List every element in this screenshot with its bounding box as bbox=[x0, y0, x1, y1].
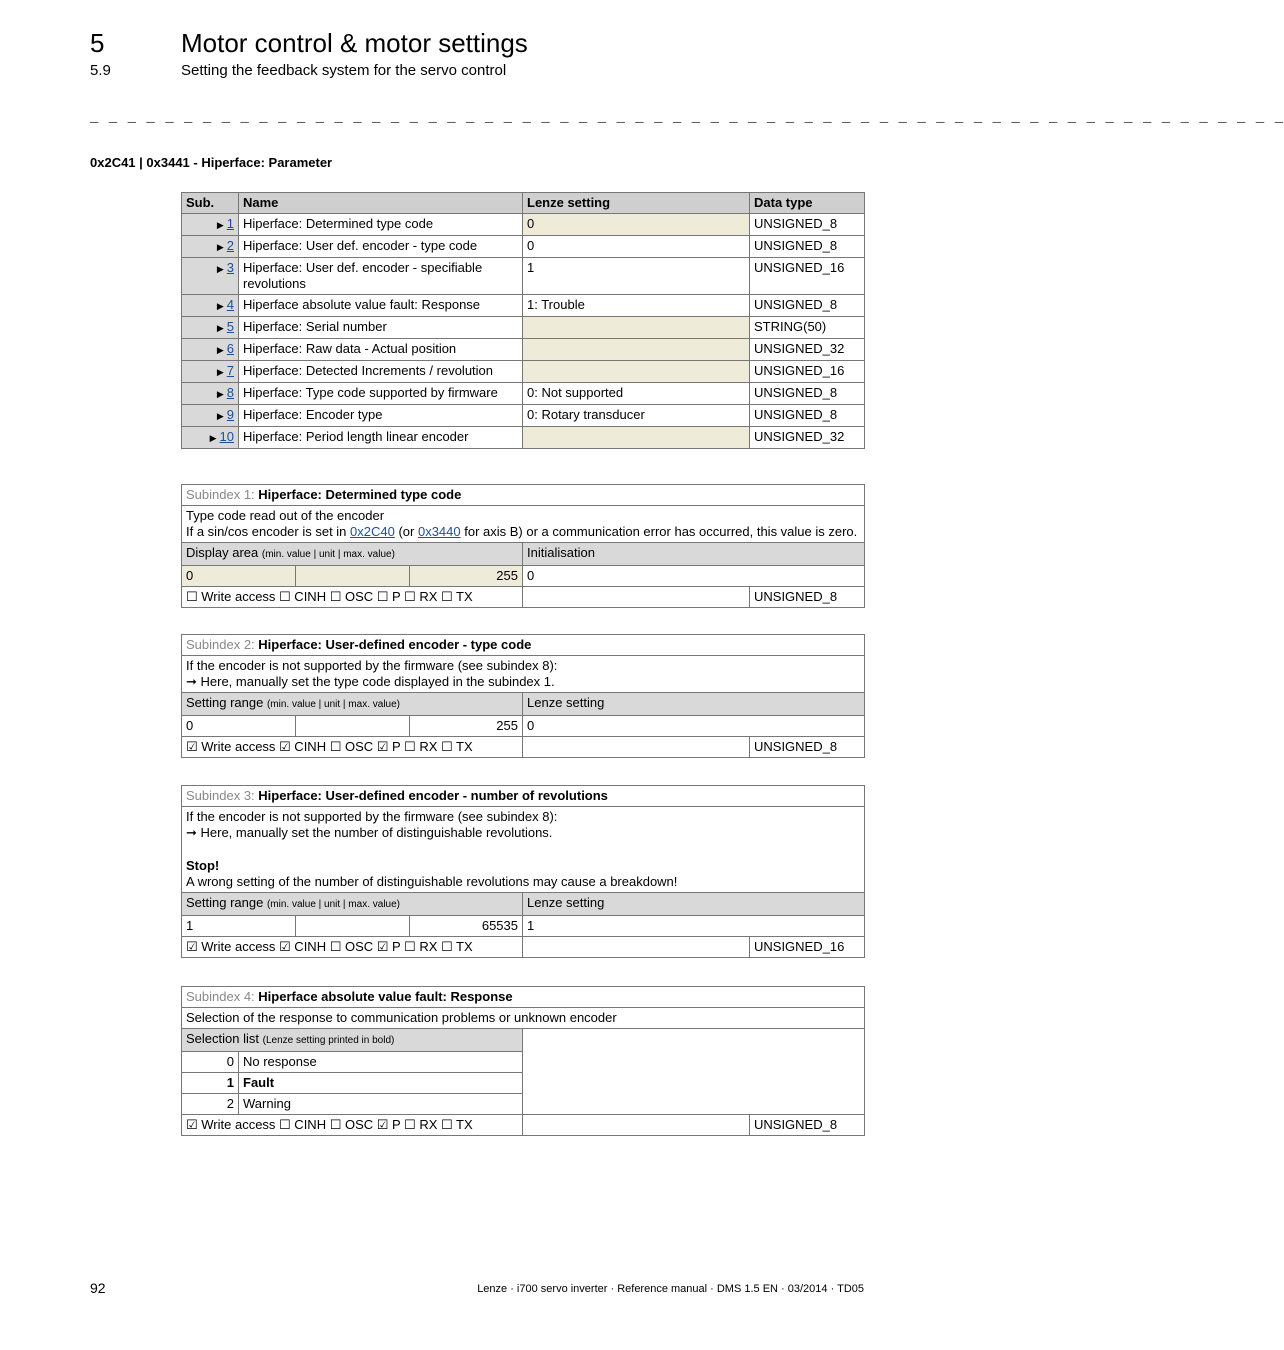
sub-link[interactable]: 5 bbox=[226, 319, 234, 334]
access-flags: ☑ Write access ☑ CINH ☐ OSC ☑ P ☐ RX ☐ TX bbox=[182, 937, 523, 958]
name-cell: Hiperface: Determined type code bbox=[239, 214, 523, 236]
access-flags: ☐ Write access ☐ CINH ☐ OSC ☐ P ☐ RX ☐ TX bbox=[182, 587, 523, 608]
chapter-title: Motor control & motor settings bbox=[181, 28, 528, 58]
type-cell: UNSIGNED_8 bbox=[750, 405, 865, 427]
type-cell: UNSIGNED_16 bbox=[750, 361, 865, 383]
lenze-cell: 0 bbox=[523, 236, 750, 258]
subindex-1-table bbox=[181, 484, 865, 608]
subindex-3-description: If the encoder is not supported by the firmware (see subindex 8): ➞ Here, manually set the number of distinguishable revolutions. Stop! A wrong setting of the number of distinguishable revolutions may cause a breakdown! bbox=[182, 807, 865, 893]
unit-value bbox=[296, 566, 410, 587]
lenze-cell: 0: Rotary transducer bbox=[523, 405, 750, 427]
type-cell: UNSIGNED_32 bbox=[750, 427, 865, 449]
col-sub: Sub. bbox=[182, 193, 239, 214]
subindex-4-description: Selection of the response to communication problems or unknown encoder bbox=[182, 1008, 865, 1029]
min-value: 0 bbox=[182, 566, 296, 587]
sub-cell bbox=[182, 361, 239, 383]
name-cell: Hiperface: User def. encoder - type code bbox=[239, 236, 523, 258]
chapter-number: 5 bbox=[90, 28, 105, 58]
max-value: 255 bbox=[410, 716, 523, 737]
type-cell: UNSIGNED_8 bbox=[750, 383, 865, 405]
col-name: Name bbox=[239, 193, 523, 214]
table-row bbox=[182, 214, 865, 236]
subindex-2-heading: Subindex 2: Hiperface: User-defined encoder - type code bbox=[182, 635, 865, 656]
sub-link[interactable]: 1 bbox=[226, 216, 234, 231]
name-cell: Hiperface: Period length linear encoder bbox=[239, 427, 523, 449]
lenze-value: 0 bbox=[523, 716, 865, 737]
link-0x3440[interactable]: 0x3440 bbox=[417, 524, 461, 539]
lenze-cell bbox=[523, 339, 750, 361]
triangle-right-icon: ▶ bbox=[216, 411, 224, 421]
triangle-right-icon: ▶ bbox=[216, 367, 224, 377]
subindex-2-description: If the encoder is not supported by the firmware (see subindex 8): ➞ Here, manually set the type code displayed in the subindex 1. bbox=[182, 656, 865, 693]
subindex-1-heading: Subindex 1: Hiperface: Determined type code bbox=[182, 485, 865, 506]
section-number: 5.9 bbox=[90, 62, 111, 79]
empty-cell bbox=[523, 1115, 750, 1136]
setting-range-label: Setting range (min. value | unit | max. value) bbox=[182, 893, 523, 916]
max-value: 255 bbox=[410, 566, 523, 587]
name-cell: Hiperface: Encoder type bbox=[239, 405, 523, 427]
subindex-3-heading: Subindex 3: Hiperface: User-defined encoder - number of revolutions bbox=[182, 786, 865, 807]
subindex-4-heading: Subindex 4: Hiperface absolute value fault: Response bbox=[182, 987, 865, 1008]
list-item: 1 Fault bbox=[182, 1073, 865, 1094]
lenze-cell: 1 bbox=[523, 258, 750, 295]
lenze-setting-label: Lenze setting bbox=[523, 893, 865, 916]
triangle-right-icon: ▶ bbox=[216, 242, 224, 252]
lenze-cell bbox=[523, 317, 750, 339]
lenze-cell bbox=[523, 361, 750, 383]
empty-cell bbox=[523, 737, 750, 758]
triangle-right-icon: ▶ bbox=[216, 389, 224, 399]
name-cell: Hiperface absolute value fault: Response bbox=[239, 295, 523, 317]
sub-cell bbox=[182, 214, 239, 236]
sub-cell bbox=[182, 339, 239, 361]
lenze-value: 1 bbox=[523, 916, 865, 937]
selection-list-label: Selection list (Lenze setting printed in bold) bbox=[182, 1029, 523, 1052]
name-cell: Hiperface: Detected Increments / revolution bbox=[239, 361, 523, 383]
min-value: 1 bbox=[182, 916, 296, 937]
lenze-setting-label: Lenze setting bbox=[523, 693, 865, 716]
sub-cell bbox=[182, 405, 239, 427]
sub-cell bbox=[182, 383, 239, 405]
type-cell: UNSIGNED_16 bbox=[750, 258, 865, 295]
list-item: 0 No response bbox=[182, 1052, 865, 1073]
sub-cell bbox=[182, 236, 239, 258]
lenze-cell: 0: Not supported bbox=[523, 383, 750, 405]
col-type: Data type bbox=[750, 193, 865, 214]
access-flags: ☑ Write access ☐ CINH ☐ OSC ☑ P ☐ RX ☐ TX bbox=[182, 1115, 523, 1136]
table-row bbox=[182, 339, 865, 361]
table-row bbox=[182, 361, 865, 383]
empty-cell bbox=[523, 937, 750, 958]
data-type: UNSIGNED_8 bbox=[750, 1115, 865, 1136]
table-row bbox=[182, 427, 865, 449]
sub-cell bbox=[182, 295, 239, 317]
init-value: 0 bbox=[523, 566, 865, 587]
setting-range-label: Setting range (min. value | unit | max. value) bbox=[182, 693, 523, 716]
table-row bbox=[182, 236, 865, 258]
data-type: UNSIGNED_16 bbox=[750, 937, 865, 958]
sub-link[interactable]: 10 bbox=[219, 429, 234, 444]
name-cell: Hiperface: Serial number bbox=[239, 317, 523, 339]
triangle-right-icon: ▶ bbox=[209, 433, 217, 443]
triangle-right-icon: ▶ bbox=[216, 301, 224, 311]
table-header-row bbox=[182, 193, 865, 214]
min-value: 0 bbox=[182, 716, 296, 737]
sub-cell bbox=[182, 427, 239, 449]
parameter-heading: 0x2C41 | 0x3441 - Hiperface: Parameter bbox=[90, 155, 333, 170]
header-rule: _ _ _ _ _ _ _ _ _ _ _ _ _ _ _ _ _ _ _ _ _ _ _ _ _ _ _ _ _ _ _ _ _ _ _ _ _ _ _ _ _ _ _ _ _ _ _ _ _ _ _ _ _ _ _ _ _ _ _ _ _ _ _ _ bbox=[90, 110, 1284, 126]
subindex-3-table bbox=[181, 785, 865, 958]
sub-link[interactable]: 3 bbox=[226, 260, 234, 275]
lenze-cell bbox=[523, 427, 750, 449]
triangle-right-icon: ▶ bbox=[216, 323, 224, 333]
triangle-right-icon: ▶ bbox=[216, 220, 224, 230]
lenze-cell: 1: Trouble bbox=[523, 295, 750, 317]
triangle-right-icon: ▶ bbox=[216, 264, 224, 274]
type-cell: UNSIGNED_8 bbox=[750, 295, 865, 317]
empty-cell bbox=[523, 587, 750, 608]
type-cell: UNSIGNED_8 bbox=[750, 236, 865, 258]
data-type: UNSIGNED_8 bbox=[750, 587, 865, 608]
initialisation-label: Initialisation bbox=[523, 543, 865, 566]
table-row bbox=[182, 295, 865, 317]
page-number: 92 bbox=[90, 1280, 106, 1296]
table-row bbox=[182, 383, 865, 405]
sub-link[interactable]: 4 bbox=[226, 297, 234, 312]
table-row bbox=[182, 405, 865, 427]
col-lenze: Lenze setting bbox=[523, 193, 750, 214]
subindex-4-table bbox=[181, 986, 865, 1136]
stop-label: Stop! bbox=[186, 858, 220, 873]
subindex-1-description: Type code read out of the encoder If a sin/cos encoder is set in 0x2C40 (or 0x3440 for axis B) or a communication error has occurred, this value is zero. bbox=[182, 506, 865, 543]
triangle-right-icon: ▶ bbox=[216, 345, 224, 355]
link-0x2C40[interactable]: 0x2C40 bbox=[350, 524, 395, 539]
subindex-2-table bbox=[181, 634, 865, 758]
section-title: Setting the feedback system for the servo control bbox=[181, 62, 507, 79]
name-cell: Hiperface: User def. encoder - specifiable revolutions bbox=[239, 258, 523, 295]
table-row bbox=[182, 258, 865, 295]
list-item: 2 Warning bbox=[182, 1094, 865, 1115]
display-area-label: Display area (min. value | unit | max. value) bbox=[182, 543, 523, 566]
type-cell: UNSIGNED_8 bbox=[750, 214, 865, 236]
name-cell: Hiperface: Type code supported by firmware bbox=[239, 383, 523, 405]
sub-link[interactable]: 6 bbox=[226, 341, 234, 356]
data-type: UNSIGNED_8 bbox=[750, 737, 865, 758]
sub-link[interactable]: 2 bbox=[226, 238, 234, 253]
name-cell: Hiperface: Raw data - Actual position bbox=[239, 339, 523, 361]
unit-value bbox=[296, 916, 410, 937]
empty-area bbox=[523, 1029, 865, 1115]
sub-link[interactable]: 7 bbox=[226, 363, 234, 378]
lenze-cell: 0 bbox=[523, 214, 750, 236]
max-value: 65535 bbox=[410, 916, 523, 937]
sub-cell bbox=[182, 258, 239, 295]
sub-link[interactable]: 9 bbox=[226, 407, 234, 422]
type-cell: STRING(50) bbox=[750, 317, 865, 339]
parameter-table bbox=[181, 192, 865, 449]
access-flags: ☑ Write access ☑ CINH ☐ OSC ☑ P ☐ RX ☐ TX bbox=[182, 737, 523, 758]
type-cell: UNSIGNED_32 bbox=[750, 339, 865, 361]
unit-value bbox=[296, 716, 410, 737]
table-row bbox=[182, 317, 865, 339]
sub-link[interactable]: 8 bbox=[226, 385, 234, 400]
sub-cell bbox=[182, 317, 239, 339]
document-info: Lenze · i700 servo inverter · Reference manual · DMS 1.5 EN · 03/2014 · TD05 bbox=[477, 1283, 864, 1295]
